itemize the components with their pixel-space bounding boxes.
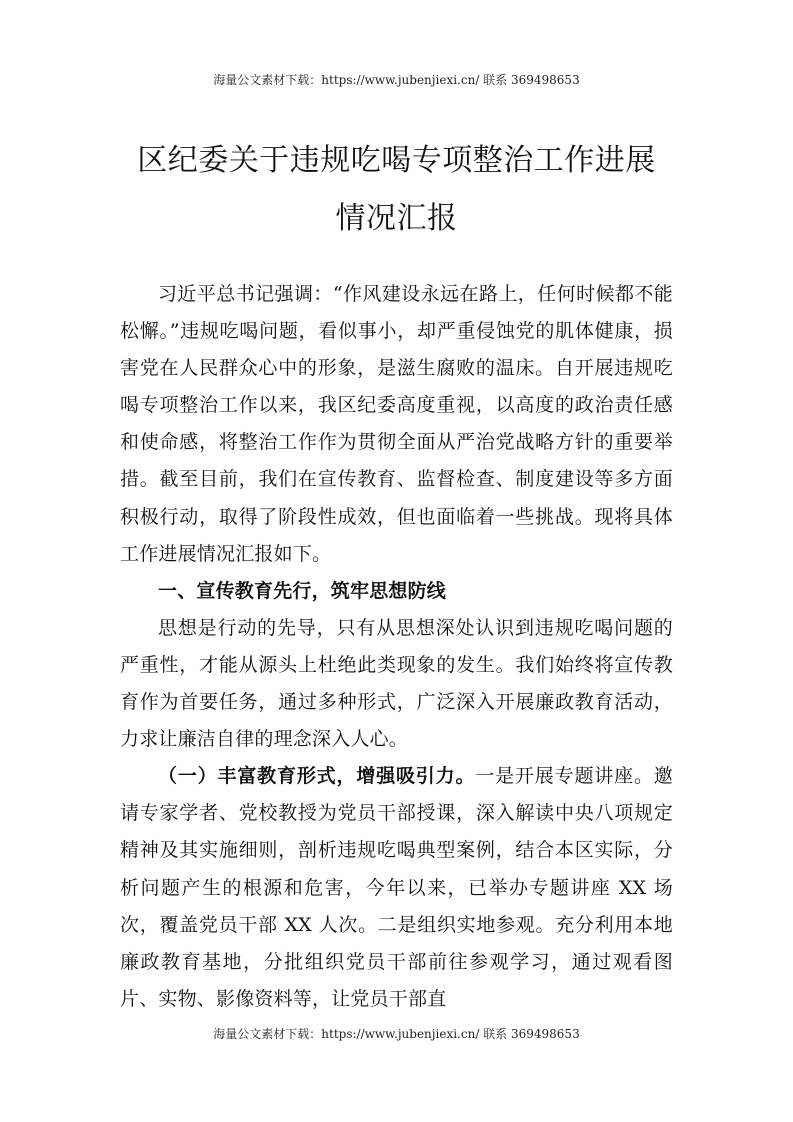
- subsection-1-paragraph: [120, 758, 673, 1018]
- subsection-1-text: 一是开展专题讲座。邀请专家学者、党校教授为党员干部授课，深入解读中央八项规定精神及其实施细则，剖析违规吃喝典型案例，结合本区实际，分析问题产生的根源和危害，今年以来，已举办专题讲座 XX 场次，覆盖党员干部 XX 人次。二是组织实地参观。充分利用本地廉政教育基地，分批组织党员干部前往参观学习，通过观看图片、实物、影像资料等，让党员干部直: [120, 765, 673, 1010]
- page-header: 海量公文素材下载：https://www.jubenjiexi.cn/ 联系 369498653: [213, 73, 580, 87]
- page-footer: 海量公文素材下载：https://www.jubenjiexi.cn/ 联系 369498653: [213, 1027, 580, 1041]
- document-body: [120, 276, 673, 1018]
- intro-paragraph: 习近平总书记强调：“作风建设永远在路上，任何时候都不能松懈。”违规吃喝问题，看似事小，却严重侵蚀党的肌体健康，损害党在人民群众心中的形象，是滋生腐败的温床。自开展违规吃喝专项整治工作以来，我区纪委高度重视，以高度的政治责任感和使命感，将整治工作作为贯彻全面从严治党战略方针的重要举措。截至目前，我们在宣传教育、监督检查、制度建设等多方面积极行动，取得了阶段性成效，但也面临着一些挑战。现将具体工作进展情况汇报如下。: [120, 283, 673, 565]
- document-title: 区纪委关于违规吃喝专项整治工作进展情况汇报: [137, 143, 656, 236]
- section-1-heading: 一、宣传教育先行，筑牢思想防线: [158, 579, 447, 602]
- section-1-paragraph: 思想是行动的先导，只有从思想深处认识到违规吃喝问题的严重性，才能从源头上杜绝此类现象的发生。我们始终将宣传教育作为首要任务，通过多种形式，广泛深入开展廉政教育活动，力求让廉洁自律的理念深入人心。: [120, 616, 673, 751]
- subsection-1-heading: （一）丰富教育形式，增强吸引力。: [158, 765, 476, 788]
